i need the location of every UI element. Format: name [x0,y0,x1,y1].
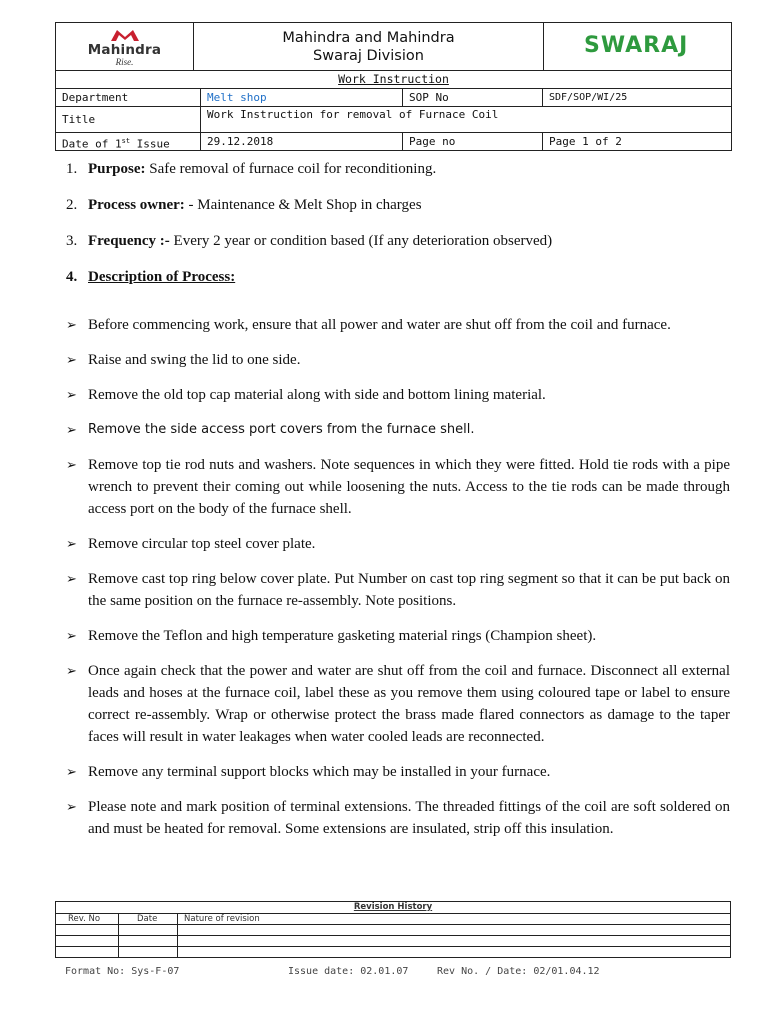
arrow-bullet-icon: ➢ [66,536,77,551]
header-top-row [56,23,731,71]
date-header: Date [119,914,178,924]
arrow-bullet-icon: ➢ [66,571,77,586]
rev-no-header: Rev. No [56,914,119,924]
description-label: Description of Process: [88,269,236,285]
title-label: Title [56,107,201,132]
footer-issue-date: Issue date: 02.01.07 [288,966,409,977]
frequency-item: 3. Frequency :- Every 2 year or condition based (If any deterioration observed) [66,233,553,249]
issue-row [56,133,731,150]
revision-history-title: Revision History [56,902,730,914]
list-item: ➢ Remove the Teflon and high temperature gasketing material rings (Champion sheet). [66,625,730,647]
process-steps [66,314,730,840]
frequency-text: Every 2 year or condition based (If any deterioration observed) [169,233,553,249]
owner-text: - Maintenance & Melt Shop in charges [184,197,422,213]
company-title [194,23,544,70]
footer-rev-date: Rev No. / Date: 02/01.04.12 [437,966,600,977]
arrow-bullet-icon: ➢ [66,764,77,779]
sop-value: SDF/SOP/WI/25 [549,92,628,103]
arrow-bullet-icon: ➢ [66,422,77,437]
swaraj-logo [544,23,731,70]
frequency-label: Frequency :- [88,233,170,249]
mahindra-tagline: Rise. [115,57,134,67]
list-item: ➢ Once again check that the power and water are shut off from the coil and furnace. Disconnect all external leads and hoses at the furnace coil, label these as you remove them using coloured tape or label to ensure correct re-assembly. Wrap or otherwise protect the brass made flared connectors as damage to the taper faces will result in water leakages when water cooled leads are reconnected. [66,660,730,748]
department-row [56,89,731,107]
sop-label: SOP No [403,89,543,106]
arrow-bullet-icon: ➢ [66,628,77,643]
title-row [56,107,731,133]
issue-date-value: 29.12.2018 [201,133,403,150]
document-body [66,158,730,853]
title-value: Work Instruction for removal of Furnace Coil [207,108,499,121]
mahindra-wordmark: Mahindra [87,42,162,58]
purpose-item: 1. Purpose: Safe removal of furnace coil for reconditioning. [66,161,437,177]
owner-label: Process owner: [88,197,185,213]
list-item: ➢ Raise and swing the lid to one side. [66,349,730,371]
page-label: Page no [403,133,543,150]
revision-header-row [56,914,730,925]
list-item: ➢ Remove the old top cap material along with side and bottom lining material. [66,384,730,406]
arrow-bullet-icon: ➢ [66,799,77,814]
page-value: Page 1 of 2 [549,135,622,148]
division-name: Swaraj Division [313,48,424,64]
nature-header: Nature of revision [184,914,260,924]
arrow-bullet-icon: ➢ [66,663,77,678]
list-item: ➢ Remove circular top steel cover plate. [66,533,730,555]
description-heading: 4. Description of Process: [66,266,730,288]
department-value: Melt shop [201,89,403,106]
arrow-bullet-icon: ➢ [66,352,77,367]
purpose-text: Safe removal of furnace coil for reconditioning. [145,161,437,177]
list-item: ➢ Remove top tie rod nuts and washers. Note sequences in which they were fitted. Hold tie rods with a pipe wrench to prevent their coming out while loosening the nuts. Access to the tie rods can be made through access port on the body of the furnace shell. [66,454,730,520]
department-label: Department [56,89,201,106]
doc-type-row [56,71,731,89]
list-item: ➢ Remove cast top ring below cover plate. Put Number on cast top ring segment so that it can be put back on the same position on the furnace re-assembly. Note positions. [66,568,730,612]
list-item: ➢ Please note and mark position of terminal extensions. The threaded fittings of the coil are soft soldered on and must be heated for removal. Some extensions are insulated, strip off this insulation. [66,796,730,840]
arrow-bullet-icon: ➢ [66,317,77,332]
purpose-label: Purpose: [88,161,146,177]
table-row [56,925,730,936]
arrow-bullet-icon: ➢ [66,457,77,472]
swaraj-wordmark: SWARAJ [584,33,689,58]
company-name: Mahindra and Mahindra [282,30,455,46]
issue-label: Date of 1st Issue [56,133,201,150]
table-row [56,947,730,957]
owner-item: 2. Process owner: - Maintenance & Melt Shop in charges [66,197,422,213]
format-number: Format No: Sys-F-07 [65,966,180,977]
mahindra-logo [56,23,194,70]
document-header [55,22,732,151]
table-row [56,936,730,947]
arrow-bullet-icon: ➢ [66,387,77,402]
list-item: ➢ Before commencing work, ensure that all power and water are shut off from the coil and furnace. [66,314,730,336]
doc-type: Work Instruction [338,72,449,86]
mahindra-m-icon [108,27,142,43]
list-item: ➢ Remove the side access port covers from the furnace shell. [66,419,730,441]
list-item: ➢ Remove any terminal support blocks which may be installed in your furnace. [66,761,730,783]
revision-history-table [55,901,731,958]
